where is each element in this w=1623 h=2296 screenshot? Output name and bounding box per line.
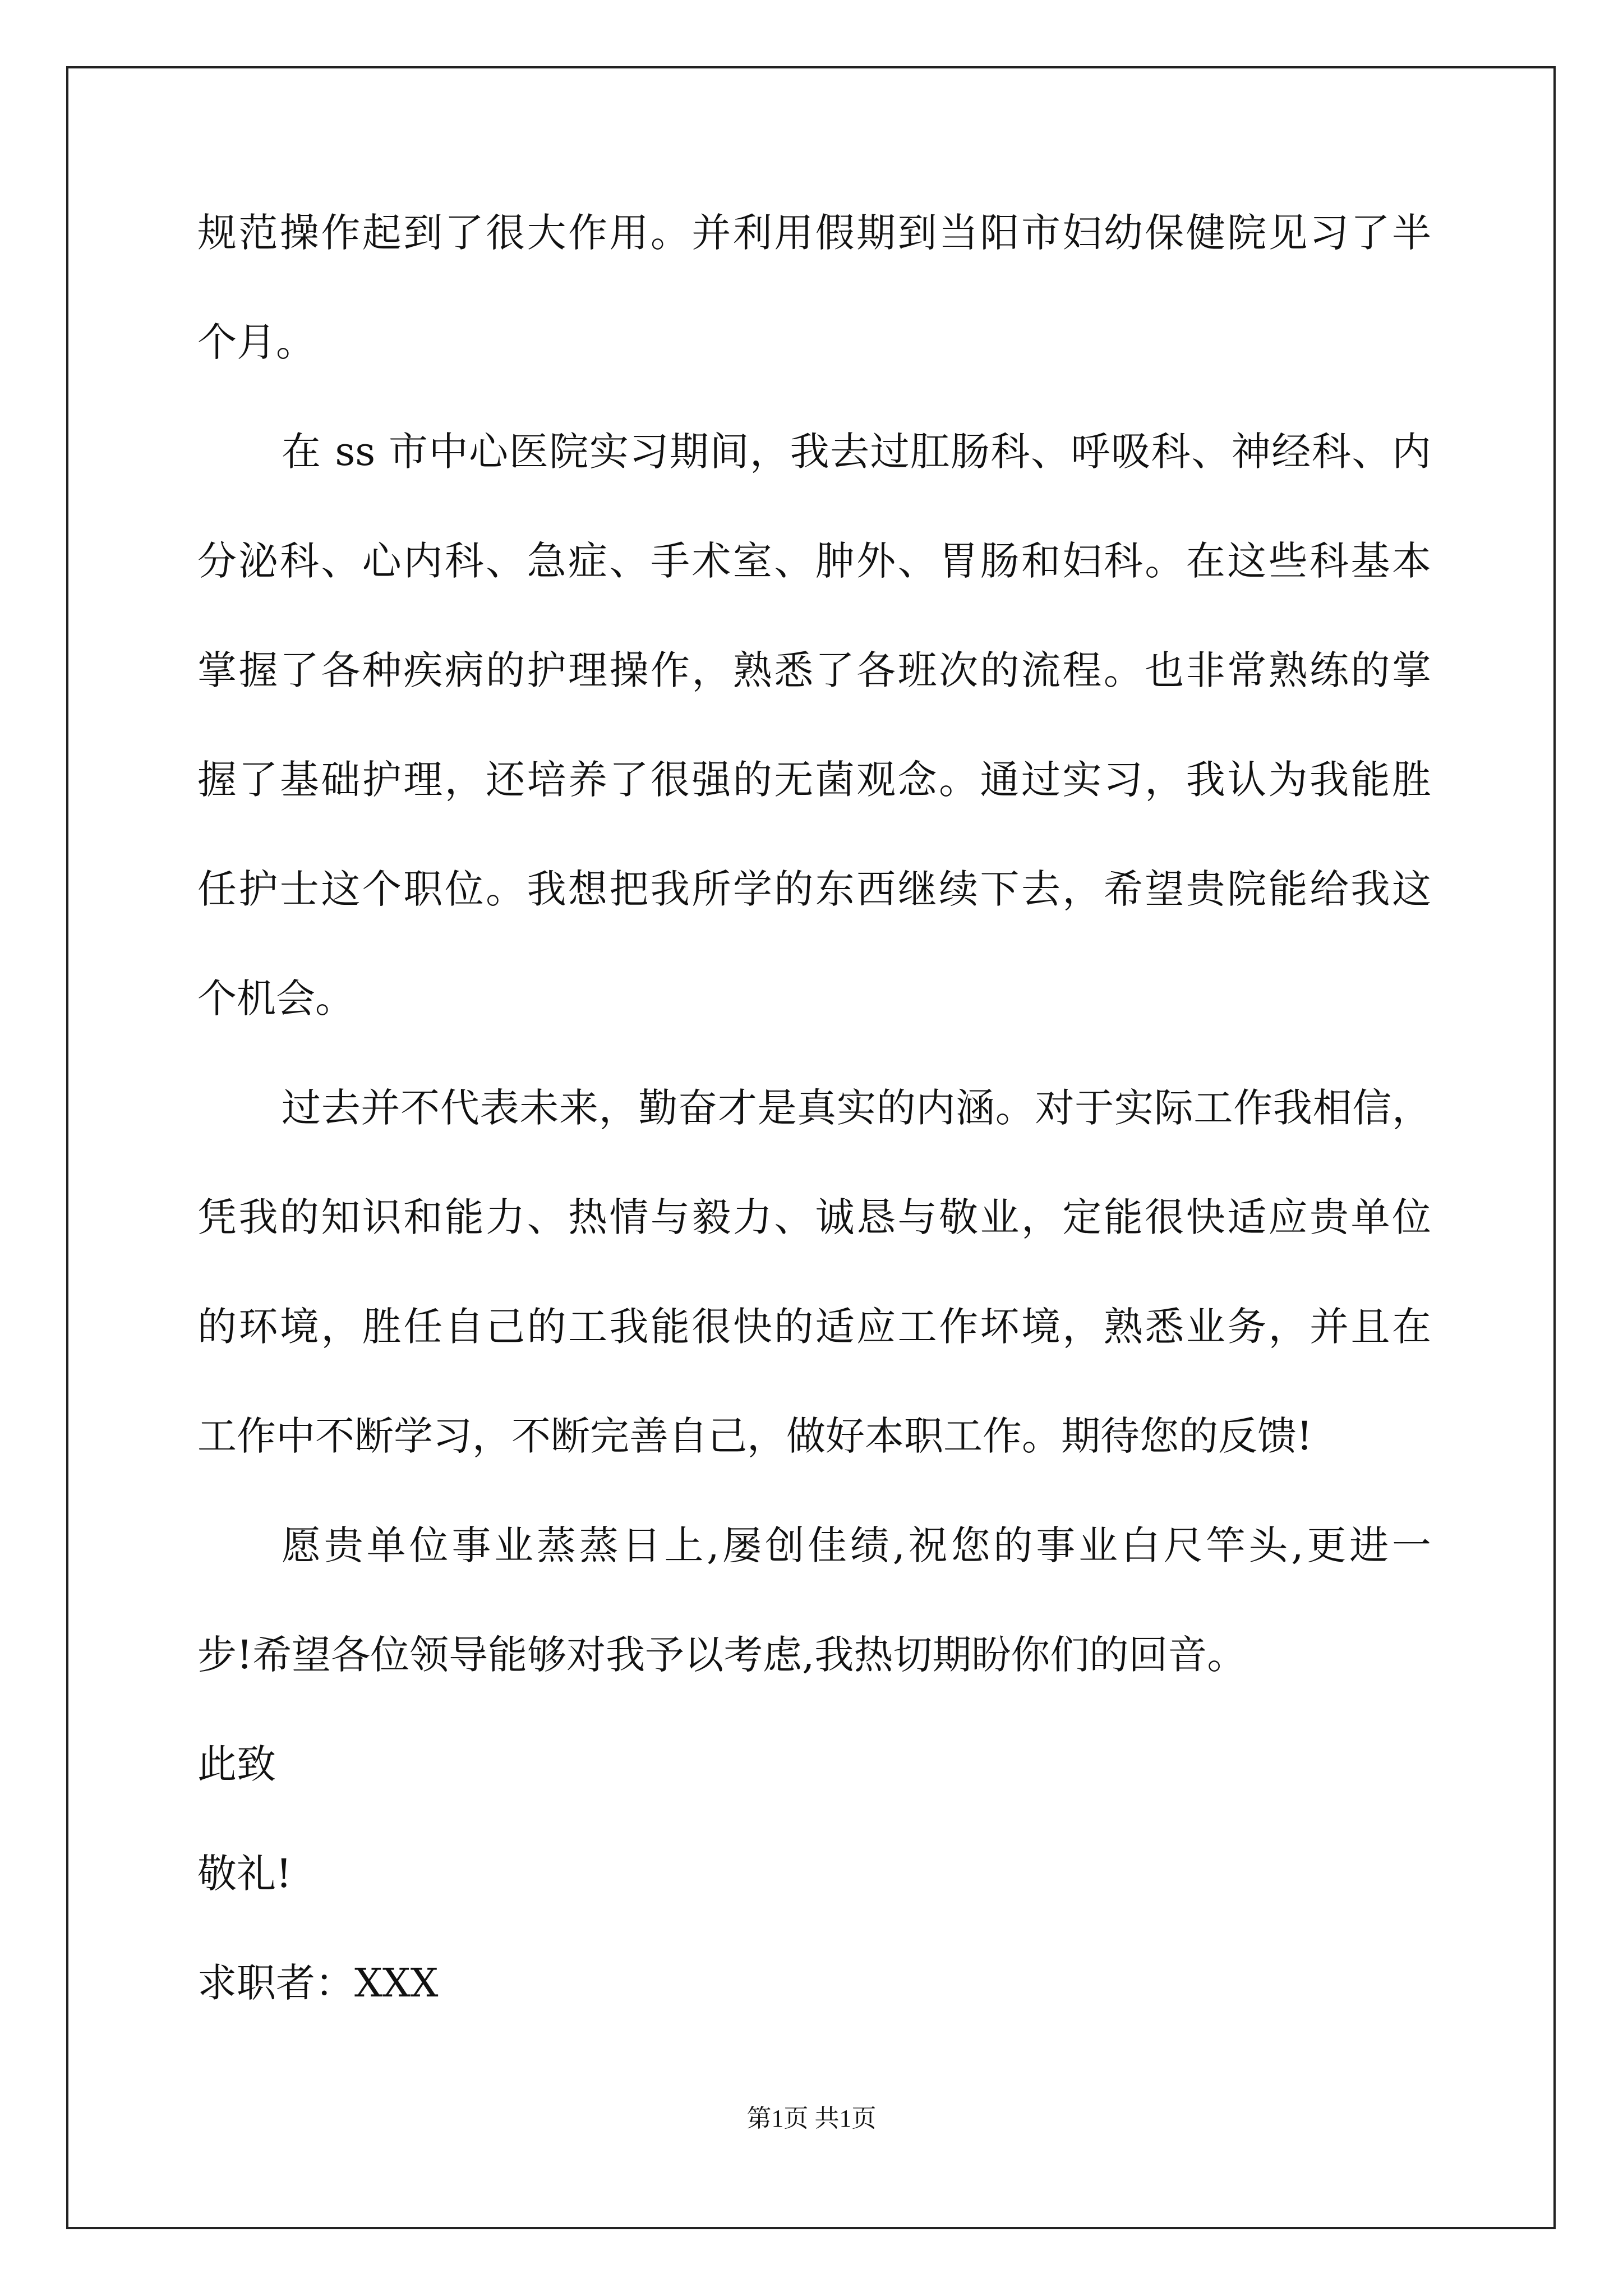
paragraph-line: 分泌科、心内科、急症、手术室、肿外、胃肠和妇科。在这些科基本 [197,538,1431,584]
closing-salutation: 此致 [197,1741,276,1787]
paragraph-line: 愿贵单位事业蒸蒸日上,屡创佳绩,祝您的事业白尺竿头,更进一 [282,1522,1431,1568]
page-border [66,66,1556,2229]
paragraph-line: 个机会。 [197,976,354,1022]
signature-line: 求职者：XXX [197,1960,439,2006]
paragraph-line: 握了基础护理，还培养了很强的无菌观念。通过实习，我认为我能胜 [197,757,1431,803]
paragraph-line: 步!希望各位领导能够对我予以考虑,我热切期盼你们的回音。 [197,1632,1247,1678]
paragraph-line: 任护士这个职位。我想把我所学的东西继续下去，希望贵院能给我这 [197,866,1431,912]
closing-regards: 敬礼! [197,1851,292,1897]
paragraph-line: 个月。 [197,319,315,365]
paragraph-line: 的环境，胜任自己的工我能很快的适应工作坏境，熟悉业务，并且在 [197,1304,1431,1350]
page-footer: 第1页 共1页 [746,2105,877,2132]
paragraph-line: 规范操作起到了很大作用。并利用假期到当阳市妇幼保健院见习了半 [197,210,1431,256]
paragraph-line: 凭我的知识和能力、热情与毅力、诚恳与敬业，定能很快适应贵单位 [197,1194,1431,1240]
paragraph-line: 过去并不代表未来，勤奋才是真实的内涵。对于实际工作我相信， [282,1085,1431,1131]
paragraph-line: 工作中不断学习，不断完善自己，做好本职工作。期待您的反馈! [197,1413,1313,1459]
paragraph-line: 在 ss 市中心医院实习期间，我去过肛肠科、呼吸科、神经科、内 [282,429,1431,475]
paragraph-line: 掌握了各种疾病的护理操作，熟悉了各班次的流程。也非常熟练的掌 [197,647,1431,693]
